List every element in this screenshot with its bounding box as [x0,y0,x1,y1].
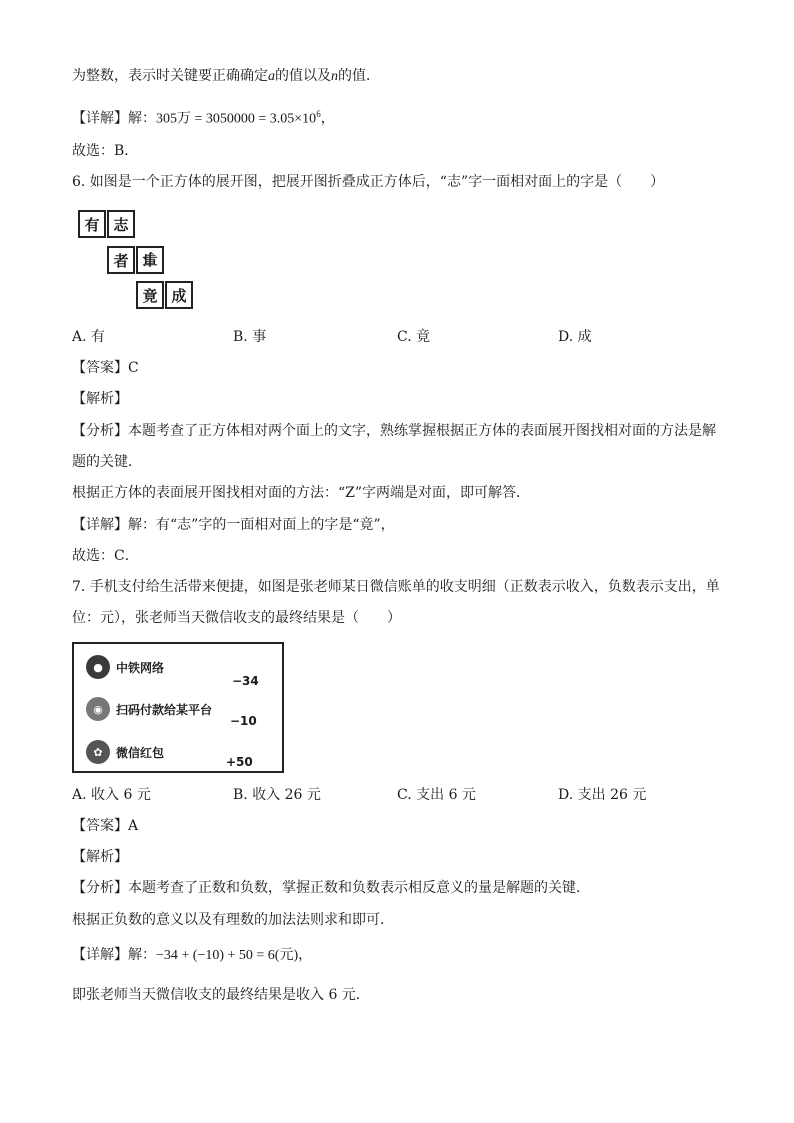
q6-analysis-2: 题的关键． [72,454,142,470]
q5-detail-expr: 305万 = 3050000 = 3.05×10 [156,111,317,127]
intro-text: 为整数，表示时关键要正确确定 [72,68,268,84]
q7-option-a: A. 收入 6 元 [72,787,151,803]
bill-item-name: 中铁网络 [116,660,165,675]
q6-conclusion: 故选：C． [72,548,139,564]
q7-option-d: D. 支出 26 元 [558,787,647,803]
bill-item-amount: +50 [226,755,253,769]
merchant-avatar-icon: ◉ [86,697,110,721]
net-face-zhi: 志 [107,210,135,238]
q5-detail [72,104,335,130]
q7-conclusion: 即张老师当天微信收支的最终结果是收入 6 元． [72,987,370,1003]
q6-analysis-1: 【分析】本题考查了正方体相对两个面上的文字，熟练掌握根据正方体的表面展开图找相对面的方法是解 [72,423,716,439]
net-face-jing: 竟 [136,281,164,309]
intro-end: 的值． [338,68,380,84]
q6-answer: 【答案】C [72,360,139,376]
net-face-shi: 事 [136,246,164,274]
q7-detail [72,945,312,966]
q7-option-b: B. 收入 26 元 [233,787,321,803]
bill-row [86,652,164,682]
q6-question: 6. 如图是一个正方体的展开图，把展开图折叠成正方体后，“志”字一面相对面上的字是（ ） [72,174,665,190]
q7-question-2: 位：元），张老师当天微信收支的最终结果是（ ） [72,610,401,626]
bill-row [86,694,212,724]
bill-item-amount: −34 [232,674,259,688]
q7-answer: 【答案】A [72,818,139,834]
q7-question-1: 7. 手机支付给生活带来便捷，如图是张老师某日微信账单的收支明细（正数表示收入，负数表示支出，单 [72,579,720,595]
q7-analysis-label: 【解析】 [72,849,128,865]
q5-conclusion: 故选：B． [72,143,139,159]
q7-detail-label: 【详解】解： [72,947,156,963]
q7-option-c: C. 支出 6 元 [397,787,476,803]
q5-detail-label: 【详解】解： [72,110,156,127]
q7-analysis-1: 【分析】本题考查了正数和负数，掌握正数和负数表示相反意义的量是解题的关键． [72,880,590,896]
q5-detail-tail: ， [320,110,335,127]
railway-logo-icon: ● [86,655,110,679]
red-packet-avatar-icon: ✿ [86,740,110,764]
intro-line [72,66,380,87]
q5-detail-exponent: 6 [316,109,321,119]
net-face-you: 有 [78,210,106,238]
bill-item-name: 微信红包 [116,745,165,760]
q6-option-c: C. 竟 [397,329,431,345]
q6-option-d: D. 成 [558,329,592,345]
bill-item-amount: −10 [230,714,257,728]
wechat-bill-figure [72,642,284,773]
bill-row [86,737,164,767]
q6-option-a: A. 有 [72,329,106,345]
q6-analysis-3: 根据正方体的表面展开图找相对面的方法：“Z”字两端是对面，即可解答． [72,485,531,501]
q7-detail-expr: −34 + (−10) + 50 = 6(元)， [156,948,313,963]
var-a: a [268,69,275,84]
intro-mid: 的值以及 [275,68,331,84]
q6-option-b: B. 事 [233,329,267,345]
net-face-cheng: 成 [165,281,193,309]
q7-analysis-2: 根据正负数的意义以及有理数的加法法则求和即可． [72,912,394,928]
bill-item-name: 扫码付款给某平台 [116,702,213,717]
net-face-zhe: 者 [107,246,135,274]
q6-analysis-label: 【解析】 [72,391,128,407]
var-n: n [331,69,338,84]
q6-detail: 【详解】解：有“志”字的一面相对面上的字是“竟”， [72,517,395,533]
